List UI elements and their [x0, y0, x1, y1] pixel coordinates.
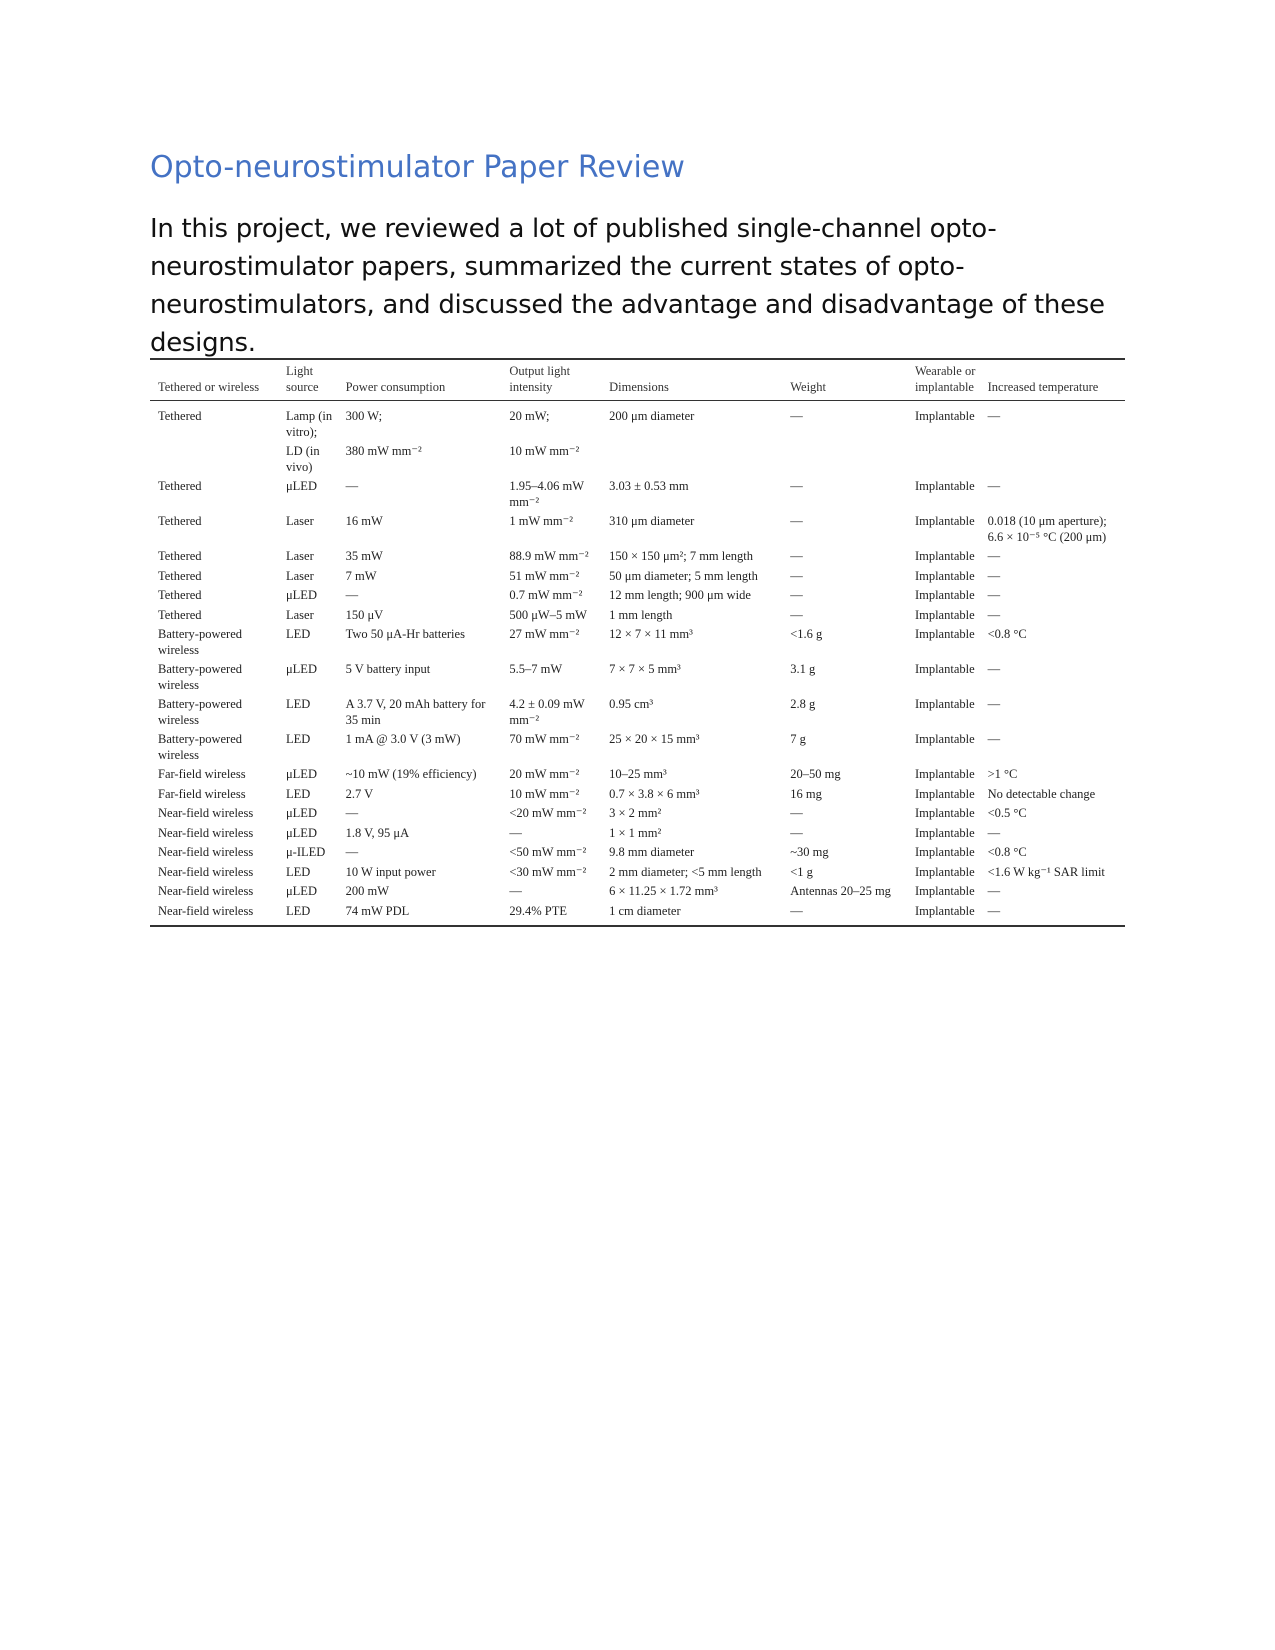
table-cell: μLED: [285, 662, 317, 676]
intro-paragraph: In this project, we reviewed a lot of published single-channel opto-neurostimulator papers, summarized the current states of opto-neurostimulators, and discussed the advantage and disadvantage of these designs.: [150, 214, 1105, 358]
table-cell: 5 V battery input: [345, 662, 431, 676]
table-cell: Implantable: [914, 767, 975, 781]
header-weight: Weight: [790, 379, 827, 394]
header-tethered-or-wireless: Tethered or wireless: [158, 379, 260, 394]
table-cell: 50 μm diameter; 5 mm length: [609, 568, 758, 583]
table-cell: μLED: [285, 884, 317, 898]
table-cell: Laser: [285, 549, 314, 563]
table-cell: —: [345, 588, 359, 602]
table-cell: Implantable: [914, 806, 975, 820]
table-cell: [782, 442, 907, 477]
table-cell: Implantable: [914, 825, 975, 840]
table-cell: —: [790, 568, 803, 583]
table-row: [150, 785, 1125, 805]
table-cell: Tethered: [158, 409, 202, 423]
table-cell: 4.2 ± 0.09 mW mm⁻²: [509, 697, 585, 727]
table-cell: 3.03 ± 0.53 mm: [609, 479, 689, 493]
table-row: [150, 863, 1125, 883]
table-cell: —: [987, 588, 1001, 602]
table-cell: 10 W input power: [345, 864, 436, 879]
table-cell: 0.7 × 3.8 × 6 mm³: [609, 786, 700, 801]
table-cell: 500 μW–5 mW: [509, 607, 587, 622]
table-cell: —: [790, 479, 803, 493]
table-cell: Tethered: [158, 549, 202, 563]
table-cell: 1 cm diameter: [609, 903, 681, 918]
table-cell: Implantable: [914, 662, 975, 676]
table-cell: 29.4% PTE: [509, 903, 567, 918]
table-cell: <20 mW mm⁻²: [509, 806, 587, 820]
table-row: [150, 695, 1125, 730]
header-wearable-or-implantable: Wearable or implantable: [914, 364, 976, 394]
table-cell: —: [345, 479, 359, 493]
table-cell: Implantable: [914, 627, 975, 641]
table-cell: Implantable: [914, 864, 975, 879]
table-cell: Tethered: [158, 588, 202, 602]
table-cell: 10 mW mm⁻²: [509, 786, 580, 801]
table-cell: 310 μm diameter: [609, 514, 695, 528]
table-cell: 2.8 g: [790, 697, 816, 711]
table-cell: 6 × 11.25 × 1.72 mm³: [609, 884, 718, 898]
table-cell: ~10 mW (19% efficiency): [345, 767, 477, 781]
table-cell: 12 × 7 × 11 mm³: [609, 627, 693, 641]
table-cell: <1.6 g: [790, 627, 823, 641]
table-cell: 70 mW mm⁻²: [509, 732, 580, 746]
table-cell: Implantable: [914, 903, 975, 918]
table-cell: 51 mW mm⁻²: [509, 568, 580, 583]
comparison-table: [150, 358, 1125, 927]
table-cell: 74 mW PDL: [345, 903, 410, 918]
table-cell: 380 mW mm⁻²: [345, 444, 422, 458]
table-row: [150, 547, 1125, 567]
table-cell: —: [790, 825, 803, 840]
table-cell: 12 mm length; 900 μm wide: [609, 588, 751, 602]
table-cell: LED: [285, 864, 311, 879]
table-cell: Battery-powered wireless: [158, 697, 242, 727]
table-cell: 0.018 (10 μm aperture); 6.6 × 10⁻⁵ °C (200 μm): [987, 514, 1107, 544]
table-cell: Near-field wireless: [158, 806, 254, 820]
table-cell: 1 mA @ 3.0 V (3 mW): [345, 732, 461, 746]
table-row: [150, 586, 1125, 606]
table-cell: —: [790, 588, 803, 602]
table-cell: —: [987, 884, 1001, 898]
table-cell: μLED: [285, 767, 317, 781]
table-cell: —: [790, 607, 803, 622]
table-cell: 1.8 V, 95 μA: [345, 825, 410, 840]
table-cell: No detectable change: [987, 786, 1096, 801]
table-row: [150, 512, 1125, 547]
table-cell: —: [987, 697, 1001, 711]
table-row: [150, 902, 1125, 927]
table-cell: —: [987, 607, 1001, 622]
table-cell: <1 g: [790, 864, 813, 879]
table-cell: 300 W;: [345, 409, 383, 423]
table-cell: —: [790, 549, 803, 563]
table-cell: Far-field wireless: [158, 786, 246, 801]
table-cell: <0.8 °C: [987, 845, 1027, 859]
table-cell: 27 mW mm⁻²: [509, 627, 580, 641]
table-cell: Lamp (in vitro);: [285, 409, 333, 439]
table-cell: Tethered: [158, 479, 202, 493]
table-cell: μLED: [285, 588, 317, 602]
table-cell: —: [987, 479, 1001, 493]
table-cell: 20 mW;: [509, 409, 550, 423]
table-cell: Implantable: [914, 549, 975, 563]
table-cell: <50 mW mm⁻²: [509, 845, 587, 859]
table-cell: Laser: [285, 568, 314, 583]
table-cell: 1 mm length: [609, 607, 673, 622]
table-row: [150, 477, 1125, 512]
table-cell: 2.7 V: [345, 786, 374, 801]
table-cell: 1 mW mm⁻²: [509, 514, 573, 528]
table-cell: 9.8 mm diameter: [609, 845, 695, 859]
table-cell: —: [987, 409, 1001, 423]
table-row: [150, 804, 1125, 824]
table-cell: Battery-powered wireless: [158, 627, 242, 657]
table-cell: 0.7 mW mm⁻²: [509, 588, 583, 602]
table-cell: LED: [285, 903, 311, 918]
table-cell: Two 50 μA-Hr batteries: [345, 627, 465, 641]
table-cell: 7 × 7 × 5 mm³: [609, 662, 681, 676]
table-cell: —: [790, 903, 803, 918]
table-cell: 150 μV: [345, 607, 384, 622]
table-cell: —: [345, 806, 359, 820]
table-cell: Tethered: [158, 514, 202, 528]
table-cell: 16 mW: [345, 514, 383, 528]
table-row: [150, 660, 1125, 695]
table-cell: Implantable: [914, 697, 975, 711]
table-cell: μLED: [285, 825, 317, 840]
table-cell: —: [987, 549, 1001, 563]
table-cell: —: [987, 825, 1001, 840]
table-cell: 2 mm diameter; <5 mm length: [609, 864, 762, 879]
table-cell: Near-field wireless: [158, 884, 254, 898]
table-cell: Antennas 20–25 mg: [790, 884, 891, 898]
table-cell: <30 mW mm⁻²: [509, 864, 587, 879]
table-cell: Implantable: [914, 568, 975, 583]
table-cell: —: [987, 903, 1001, 918]
table-row: [150, 824, 1125, 844]
table-cell: ~30 mg: [790, 845, 829, 859]
table-cell: 3 × 2 mm²: [609, 806, 662, 820]
table-cell: 88.9 mW mm⁻²: [509, 549, 589, 563]
table-cell: —: [790, 514, 803, 528]
table-row: [150, 882, 1125, 902]
table-cell: [980, 442, 1125, 477]
table-cell: —: [987, 732, 1001, 746]
table-cell: 10 mW mm⁻²: [509, 444, 580, 458]
comparison-table-container: [150, 358, 1125, 927]
table-cell: Implantable: [914, 588, 975, 602]
table-cell: 200 mW: [345, 884, 390, 898]
table-cell: <0.5 °C: [987, 806, 1027, 820]
table-cell: —: [987, 568, 1001, 583]
table-row: [150, 730, 1125, 765]
table-cell: [907, 442, 980, 477]
table-cell: Near-field wireless: [158, 864, 254, 879]
table-cell: 16 mg: [790, 786, 822, 801]
table-cell: LED: [285, 627, 311, 641]
table-cell: Implantable: [914, 845, 975, 859]
table-row: [150, 442, 1125, 477]
table-cell: <1.6 W kg⁻¹ SAR limit: [987, 864, 1105, 879]
table-cell: Tethered: [158, 607, 202, 622]
page-title: Opto-neurostimulator Paper Review: [150, 150, 685, 185]
table-cell: μ-ILED: [285, 845, 326, 859]
table-row: [150, 765, 1125, 785]
table-cell: 10–25 mm³: [609, 767, 667, 781]
table-cell: 35 mW: [345, 549, 383, 563]
table-row: [150, 606, 1125, 626]
table-header-row: [150, 359, 1125, 401]
table-cell: <0.8 °C: [987, 627, 1027, 641]
table-cell: Implantable: [914, 479, 975, 493]
table-cell: —: [509, 884, 522, 898]
table-cell: 5.5–7 mW: [509, 662, 563, 676]
table-cell: LD (in vivo): [285, 444, 320, 474]
table-cell: 7 mW: [345, 568, 377, 583]
table-cell: Laser: [285, 514, 314, 528]
table-cell: Laser: [285, 607, 314, 622]
table-cell: [601, 442, 782, 477]
table-cell: 3.1 g: [790, 662, 816, 676]
table-cell: [150, 442, 278, 477]
header-dimensions: Dimensions: [609, 379, 669, 394]
table-cell: A 3.7 V, 20 mAh battery for 35 min: [345, 697, 486, 727]
table-cell: 150 × 150 μm²; 7 mm length: [609, 549, 754, 563]
table-cell: Implantable: [914, 884, 975, 898]
table-cell: Far-field wireless: [158, 767, 246, 781]
table-cell: Implantable: [914, 732, 975, 746]
table-cell: LED: [285, 786, 311, 801]
table-cell: LED: [285, 732, 311, 746]
table-cell: 20–50 mg: [790, 767, 841, 781]
table-cell: Battery-powered wireless: [158, 732, 242, 762]
table-cell: Implantable: [914, 409, 975, 423]
table-cell: 1.95–4.06 mW mm⁻²: [509, 479, 584, 509]
table-cell: 0.95 cm³: [609, 697, 654, 711]
table-cell: —: [790, 806, 803, 820]
table-cell: —: [345, 845, 359, 859]
table-row: [150, 567, 1125, 587]
table-cell: LED: [285, 697, 311, 711]
table-row: [150, 401, 1125, 443]
header-light-source: Light source: [285, 364, 319, 394]
table-cell: Implantable: [914, 607, 975, 622]
table-cell: —: [509, 825, 522, 840]
table-cell: μLED: [285, 806, 317, 820]
table-cell: Near-field wireless: [158, 903, 254, 918]
table-cell: Near-field wireless: [158, 825, 254, 840]
table-cell: —: [790, 409, 803, 423]
table-cell: 1 × 1 mm²: [609, 825, 662, 840]
header-power-consumption: Power consumption: [345, 379, 446, 394]
header-increased-temperature: Increased temperature: [987, 379, 1099, 394]
table-row: [150, 843, 1125, 863]
table-cell: Battery-powered wireless: [158, 662, 242, 692]
table-row: [150, 625, 1125, 660]
table-cell: 20 mW mm⁻²: [509, 767, 580, 781]
table-cell: μLED: [285, 479, 317, 493]
table-cell: 200 μm diameter: [609, 409, 695, 423]
table-cell: Implantable: [914, 514, 975, 528]
table-cell: 25 × 20 × 15 mm³: [609, 732, 700, 746]
table-cell: >1 °C: [987, 767, 1018, 781]
table-cell: 7 g: [790, 732, 806, 746]
table-cell: Near-field wireless: [158, 845, 254, 859]
table-cell: Implantable: [914, 786, 975, 801]
header-output-light-intensity: Output light intensity: [509, 364, 571, 394]
table-cell: Tethered: [158, 568, 202, 583]
table-cell: —: [987, 662, 1001, 676]
